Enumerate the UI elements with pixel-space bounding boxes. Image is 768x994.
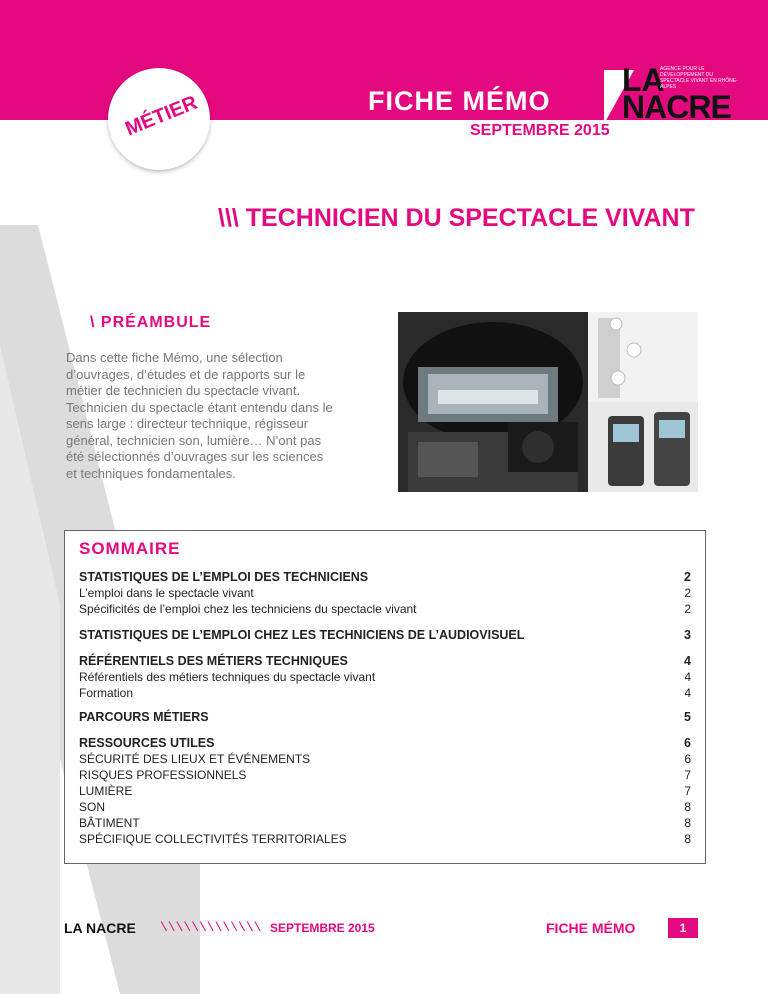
toc-item-label: SÉCURITÉ DES LIEUX ET ÉVÉNEMENTS (79, 752, 311, 766)
toc-item[interactable] (79, 767, 691, 783)
toc-item[interactable] (79, 831, 691, 847)
toc-heading[interactable] (79, 627, 691, 643)
toc-item-page: 4 (684, 670, 691, 684)
toc-section (79, 735, 691, 847)
badge-label: MÉTIER (122, 91, 201, 141)
toc-item[interactable] (79, 685, 691, 701)
toc-item[interactable] (79, 815, 691, 831)
footer-slashes: \\\\\\\\\\\\\ (160, 920, 262, 935)
toc-item-label: Formation (79, 686, 134, 700)
toc-item[interactable] (79, 669, 691, 685)
page-number: 1 (668, 918, 698, 938)
toc-heading[interactable] (79, 653, 691, 669)
toc-item[interactable] (79, 751, 691, 767)
footer-fiche-memo: FICHE MÉMO (546, 920, 636, 936)
preambule-text: Dans cette fiche Mémo, une sélection d’ouvrages, d’études et de rapports sur le métier de technicien du spectacle vivant. Technicien du spectacle étant entendu dans le sens large : directeur technique, régisseur général, technicien son, lumière… N’ont pas été sélectionnés d’ouvrages sur les sciences et techniques fondamentales. (66, 350, 333, 481)
toc-item[interactable] (79, 799, 691, 815)
logo-nacre: NACRE (622, 89, 731, 125)
preambule-title: \ PRÉAMBULE (90, 314, 212, 331)
fiche-memo-title: FICHE MÉMO (368, 86, 551, 116)
toc-heading-page: 6 (684, 736, 691, 750)
toc-item-label: BÂTIMENT (79, 816, 140, 830)
toc-item-label: Spécificités de l’emploi chez les techniciens du spectacle vivant (79, 602, 417, 616)
metier-badge (108, 68, 210, 170)
footer-date: SEPTEMBRE 2015 (270, 921, 375, 935)
toc-item-label: Référentiels des métiers techniques du spectacle vivant (79, 670, 376, 684)
toc-item-page: 4 (684, 686, 691, 700)
toc-heading-page: 2 (684, 570, 691, 584)
toc-heading-label: STATISTIQUES DE L’EMPLOI DES TECHNICIENS (79, 570, 369, 584)
page-footer (64, 918, 704, 942)
toc-item-label: L’emploi dans le spectacle vivant (79, 586, 254, 600)
sommaire-title: SOMMAIRE (79, 539, 181, 558)
toc-item-page: 2 (684, 602, 691, 616)
footer-logo: LA NACRE (64, 920, 136, 936)
photo-collage (398, 312, 698, 492)
toc-heading-page: 3 (684, 628, 691, 642)
logo-tagline: AGENCE POUR LE DÉVELOPPEMENT DU SPECTACLE VIVANT EN RHÔNE-ALPES (660, 66, 738, 90)
logo-la: LA (622, 62, 665, 98)
toc-section (79, 653, 691, 701)
header-date: SEPTEMBRE 2015 (470, 122, 610, 139)
toc-item-label: RISQUES PROFESSIONNELS (79, 768, 247, 782)
toc-heading-label: RESSOURCES UTILES (79, 736, 215, 750)
page-title: \\\ TECHNICIEN DU SPECTACLE VIVANT (218, 204, 695, 232)
toc-item-label: SON (79, 800, 106, 814)
toc-heading-label: RÉFÉRENTIELS DES MÉTIERS TECHNIQUES (79, 654, 348, 668)
toc-heading-label: PARCOURS MÉTIERS (79, 710, 209, 724)
toc-heading-label: STATISTIQUES DE L’EMPLOI CHEZ LES TECHNICIENS DE L’AUDIOVISUEL (79, 628, 525, 642)
photo-collage-image (398, 312, 698, 492)
toc-section (79, 569, 691, 617)
toc-section (79, 709, 691, 725)
toc-heading-page: 4 (684, 654, 691, 668)
toc-item-page: 8 (684, 800, 691, 814)
toc-heading[interactable] (79, 709, 691, 725)
toc-item[interactable] (79, 783, 691, 799)
toc-item-page: 6 (684, 752, 691, 766)
toc-heading[interactable] (79, 735, 691, 751)
toc-item-page: 8 (684, 832, 691, 846)
toc-item-page: 7 (684, 784, 691, 798)
toc-item[interactable] (79, 601, 691, 617)
toc-item-label: LUMIÈRE (79, 784, 133, 798)
toc-item-label: SPÉCIFIQUE COLLECTIVITÉS TERRITORIALES (79, 832, 347, 846)
toc-item-page: 8 (684, 816, 691, 830)
toc-item[interactable] (79, 585, 691, 601)
toc-heading-page: 5 (684, 710, 691, 724)
la-nacre-logo (604, 62, 744, 124)
toc-item-page: 2 (684, 586, 691, 600)
sommaire-box (64, 530, 706, 864)
toc-section (79, 627, 691, 643)
toc-item-page: 7 (684, 768, 691, 782)
toc-heading[interactable] (79, 569, 691, 585)
